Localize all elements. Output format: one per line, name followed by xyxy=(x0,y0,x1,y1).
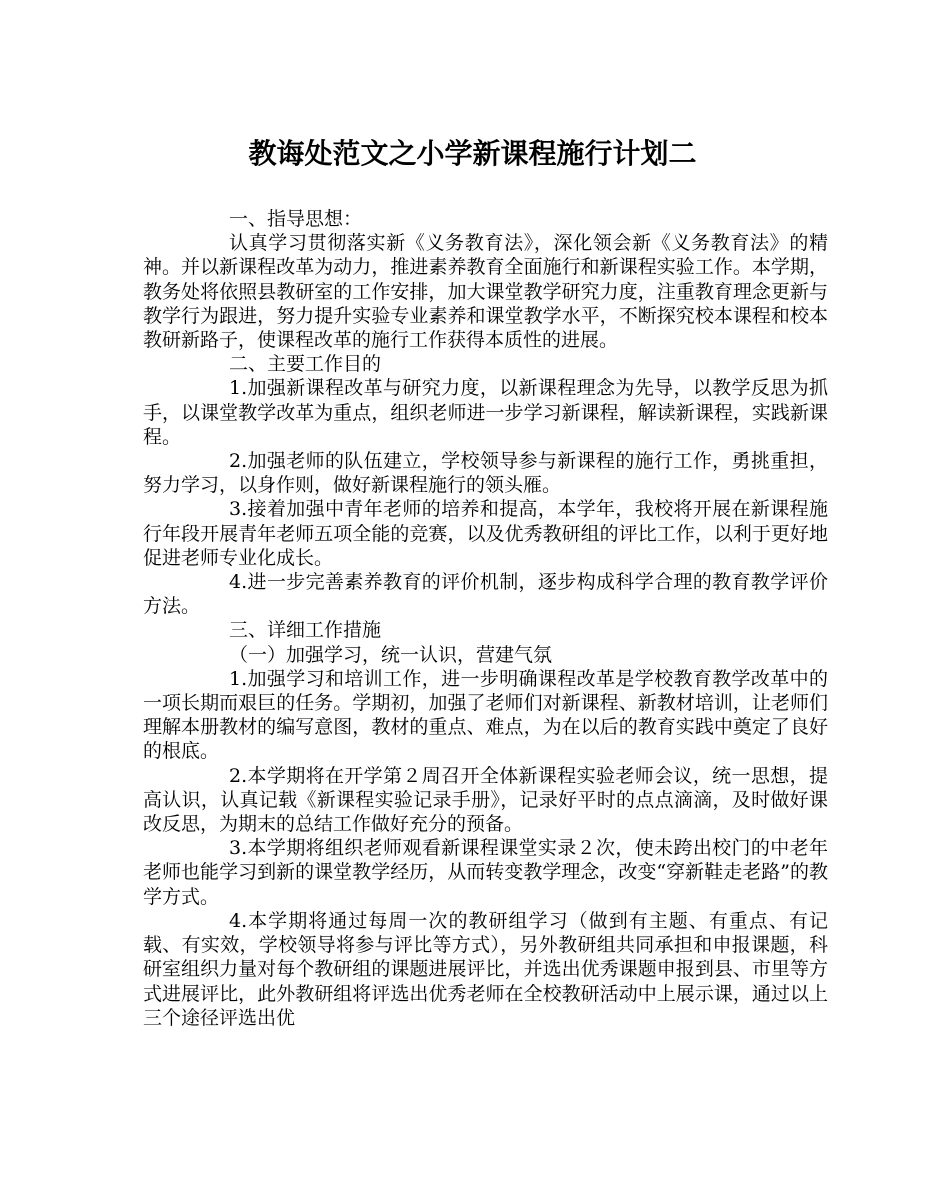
paragraph-measure-2: 2.本学期将在开学第２周召开全体新课程实验老师会议，统一思想，提高认识，认真记载《新课程实验记录手册》，记录好平时的点点滴滴，及时做好课改反思，为期末的总结工作做好充分的预备。 xyxy=(143,764,828,836)
document-body xyxy=(143,207,828,1030)
paragraph-measure-1: 1.加强学习和培训工作，进一步明确课程改革是学校教育教学改革中的一项长期而艰巨的任务。学期初，加强了老师们对新课程、新教材培训，让老师们理解本册教材的编写意图，教材的重点、难点，为在以后的教育实践中奠定了良好的根底。 xyxy=(143,667,828,763)
document-title: 教诲处范文之小学新课程施行计划二 xyxy=(248,137,697,170)
paragraph-goal-4: 4.进一步完善素养教育的评价机制，逐步构成科学合理的教育教学评价方法。 xyxy=(143,571,828,618)
paragraph-goal-2: 2.加强老师的队伍建立，学校领导参与新课程的施行工作，勇挑重担，努力学习，以身作则，做好新课程施行的领头雁。 xyxy=(143,450,828,497)
paragraph-guiding-thought: 认真学习贯彻落实新《义务教育法》，深化领会新《义务教育法》的精神。并以新课程改革为动力，推进素养教育全面施行和新课程实验工作。本学期，教务处将依照县教研室的工作安排，加大课堂教学研究力度，注重教育理念更新与教学行为跟进，努力提升实验专业素养和课堂教学水平，不断探究校本课程和校本教研新路子，使课程改革的施行工作获得本质性的进展。 xyxy=(143,232,828,352)
section-heading-guiding-thought: 一、指导思想： xyxy=(229,208,363,230)
paragraph-goal-3: 3.接着加强中青年老师的培养和提高，本学年，我校将开展在新课程施行年段开展青年老师五项全能的竞赛，以及优秀教研组的评比工作，以利于更好地促进老师专业化成长。 xyxy=(143,498,828,569)
paragraph-measure-3: 3.本学期将组织老师观看新课程课堂实录２次，使未跨出校门的中老年老师也能学习到新的课堂教学经历，从而转变教学理念，改变“穿新鞋走老路”的教学方式。 xyxy=(143,837,828,908)
paragraph-goal-1: 1.加强新课程改革与研究力度，以新课程理念为先导，以教学反思为抓手，以课堂教学改革为重点，组织老师进一步学习新课程，解读新课程，实践新课程。 xyxy=(143,377,828,448)
paragraph-measure-4: 4.本学期将通过每周一次的教研组学习（做到有主题、有重点、有记载、有实效，学校领导将参与评比等方式），另外教研组共同承担和申报课题，科研室组织力量对每个教研组的课题进展评比，并选出优秀课题申报到县、市里等方式进展评比，此外教研组将评选出优秀老师在全校教研活动中上展示课，通过以上三个途径评选出优 xyxy=(143,909,828,1029)
section-heading-measures: 三、详细工作措施 xyxy=(229,619,382,642)
section-heading-main-goals: 二、主要工作目的 xyxy=(229,353,382,376)
subsection-heading-study: （一）加强学习，统一认识，营建气氛 xyxy=(229,643,553,666)
